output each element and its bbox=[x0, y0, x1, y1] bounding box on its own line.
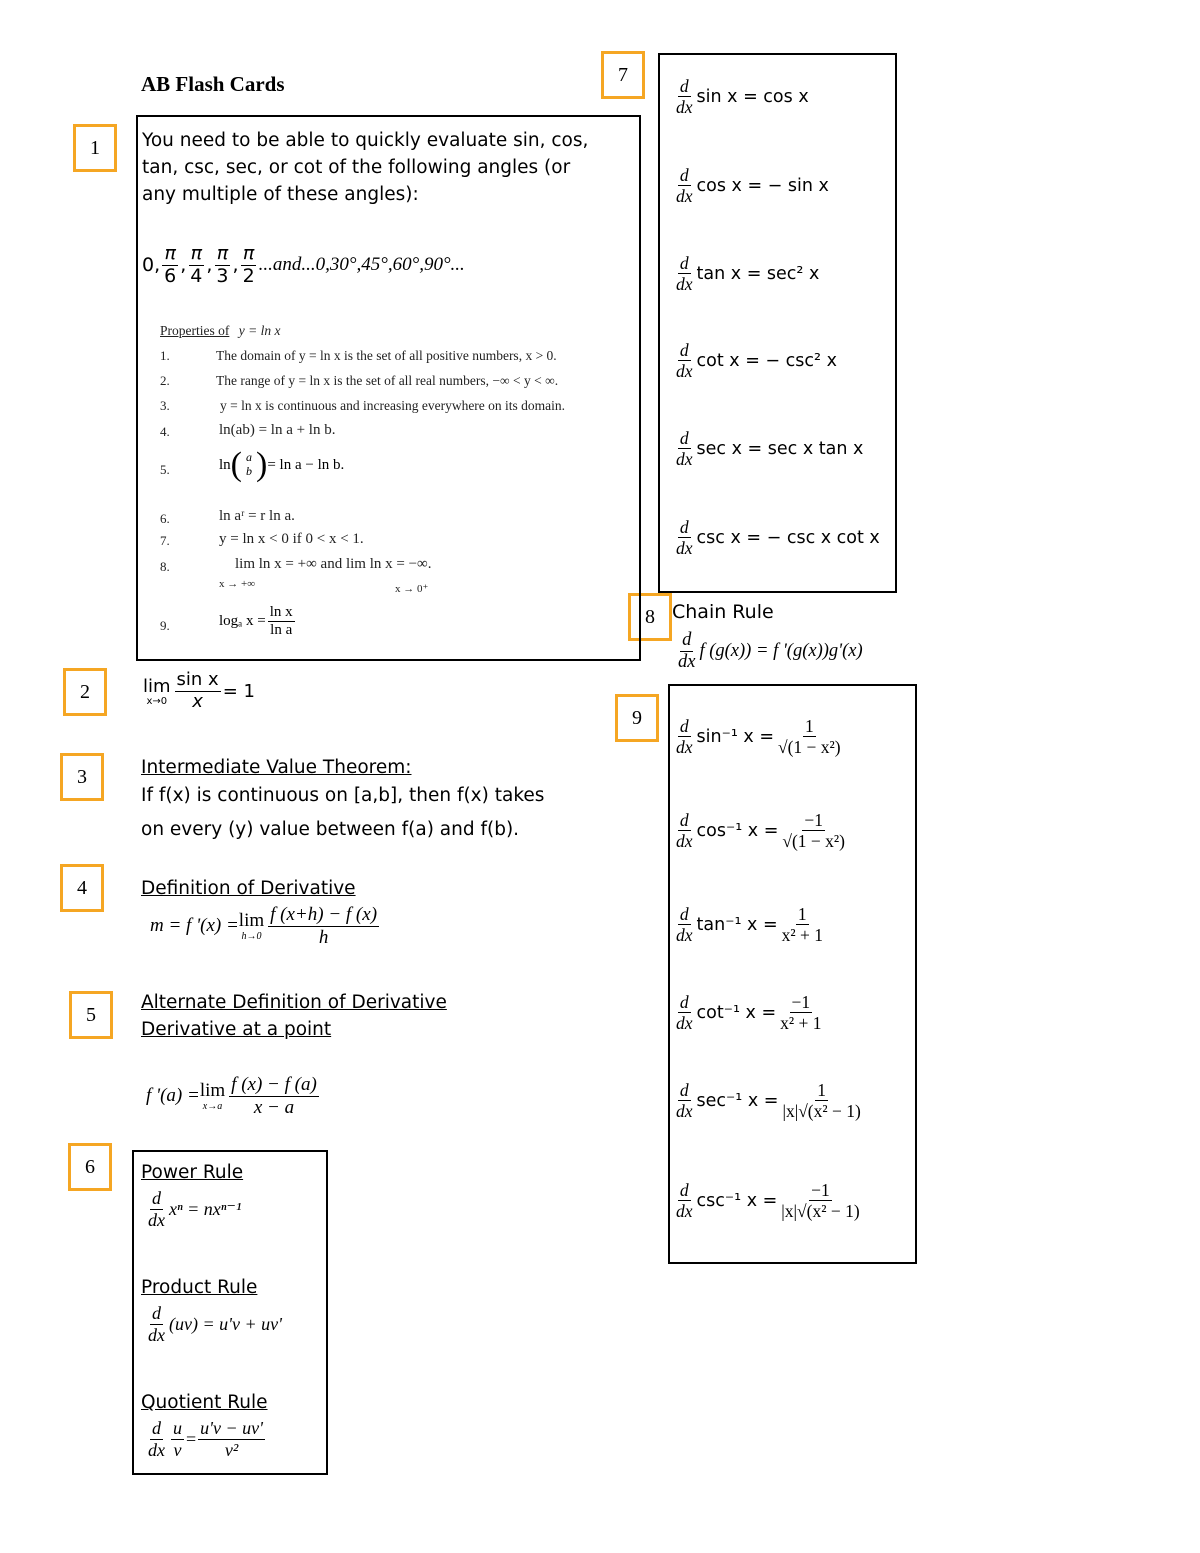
intro-line: You need to be able to quickly evaluate sin, cos, bbox=[142, 130, 589, 151]
ivt-title: Intermediate Value Theorem: bbox=[141, 757, 412, 778]
inverse-trig-function: tan⁻¹ x = bbox=[696, 914, 778, 935]
dx: dx bbox=[676, 1101, 693, 1122]
property-8: lim ln x = +∞ and lim ln x = −∞. bbox=[235, 556, 432, 572]
inverse-trig-derivative bbox=[672, 904, 827, 945]
card-number-tag: 2 bbox=[63, 668, 107, 716]
property-4: ln(ab) = ln a + ln b. bbox=[219, 422, 336, 438]
page-title: AB Flash Cards bbox=[141, 72, 285, 96]
property-6: ln aʳ = r ln a. bbox=[219, 508, 295, 524]
num: −1 bbox=[804, 810, 823, 830]
inverse-trig-derivative bbox=[672, 810, 849, 851]
card-number-tag: 7 bbox=[601, 51, 645, 99]
trig-derivative bbox=[672, 253, 819, 294]
alt-derivative-title: Alternate Definition of Derivative bbox=[141, 992, 447, 1013]
alt-derivative-subtitle: Derivative at a point bbox=[141, 1019, 332, 1040]
d: d bbox=[679, 165, 689, 185]
property-number: 9. bbox=[160, 618, 170, 633]
alt-derivative-formula bbox=[146, 1074, 321, 1119]
den: √(1 − x²) bbox=[778, 737, 841, 758]
trig-derivative-text: cot x = − csc² x bbox=[696, 350, 837, 371]
card-1-intro bbox=[142, 127, 588, 208]
d: d bbox=[679, 1180, 689, 1200]
card-number-tag: 4 bbox=[60, 864, 104, 912]
chain-rule-title: Chain Rule bbox=[672, 601, 774, 623]
property-number: 4. bbox=[160, 424, 170, 439]
d: d bbox=[679, 992, 689, 1012]
dx: dx bbox=[678, 652, 696, 673]
num: sin x bbox=[176, 669, 219, 690]
card-2-limit bbox=[143, 670, 255, 712]
d: d bbox=[679, 716, 689, 736]
lim: lim bbox=[143, 675, 171, 697]
equals: = bbox=[186, 1428, 197, 1449]
dx: dx bbox=[148, 1324, 165, 1345]
inverse-trig-function: sin⁻¹ x = bbox=[696, 726, 774, 747]
pi: π bbox=[190, 242, 203, 264]
lhs: f '(a) = bbox=[146, 1085, 200, 1107]
inverse-trig-function: csc⁻¹ x = bbox=[696, 1190, 778, 1211]
rhs: = 1 bbox=[222, 680, 255, 702]
num: u'v − uv' bbox=[200, 1418, 263, 1438]
denominator: 3 bbox=[216, 264, 229, 287]
power-rule-title: Power Rule bbox=[141, 1162, 244, 1183]
angle-zero: 0, bbox=[142, 254, 161, 277]
den: v² bbox=[224, 1439, 239, 1460]
den: |x|√(x² − 1) bbox=[782, 1101, 861, 1122]
card-number-tag: 6 bbox=[68, 1143, 112, 1191]
denominator: 4 bbox=[190, 264, 203, 287]
dx: dx bbox=[676, 361, 693, 382]
d: d bbox=[679, 340, 689, 360]
lim-sub: h→0 bbox=[241, 931, 262, 943]
trig-derivative-text: sec x = sec x tan x bbox=[696, 438, 864, 459]
d: d bbox=[679, 810, 689, 830]
trig-derivative bbox=[672, 76, 809, 117]
d: d bbox=[680, 630, 693, 652]
trig-derivative-text: sin x = cos x bbox=[696, 86, 809, 107]
card-9-box bbox=[668, 684, 917, 1264]
p9-den: ln a bbox=[270, 622, 293, 639]
inverse-trig-function: cos⁻¹ x = bbox=[696, 820, 779, 841]
property-number: 6. bbox=[160, 511, 170, 526]
d: d bbox=[679, 428, 689, 448]
den: |x|√(x² − 1) bbox=[781, 1201, 860, 1222]
inverse-trig-derivative bbox=[672, 1080, 865, 1121]
property-number: 5. bbox=[160, 462, 170, 477]
product-rule-formula bbox=[144, 1303, 282, 1345]
rhs: xⁿ = nxⁿ⁻¹ bbox=[169, 1198, 242, 1219]
d: d bbox=[679, 1080, 689, 1100]
p8-sub2: x → 0⁺ bbox=[395, 583, 429, 595]
property-number: 3. bbox=[160, 398, 170, 413]
den: x − a bbox=[253, 1096, 295, 1118]
trig-derivative-text: cos x = − sin x bbox=[696, 175, 829, 196]
d: d bbox=[679, 517, 689, 537]
dx: dx bbox=[676, 97, 693, 118]
card-number-tag: 9 bbox=[615, 694, 659, 742]
properties-title-expr: y = ln x bbox=[238, 323, 281, 338]
p9-num: ln x bbox=[268, 604, 295, 622]
inverse-trig-function: cot⁻¹ x = bbox=[696, 1002, 777, 1023]
inverse-trig-derivative bbox=[672, 992, 826, 1033]
pi: π bbox=[216, 242, 229, 264]
lim-sub: x→a bbox=[202, 1101, 223, 1113]
trig-derivative-text: tan x = sec² x bbox=[696, 263, 820, 284]
quotient-rule-title: Quotient Rule bbox=[141, 1392, 268, 1413]
inverse-trig-derivative bbox=[672, 1180, 864, 1221]
dx: dx bbox=[676, 1201, 693, 1222]
card-number-tag: 5 bbox=[69, 991, 113, 1039]
rhs: f (g(x)) = f '(g(x))g'(x) bbox=[699, 641, 863, 662]
angles-degrees: ...and...0,30°,45°,60°,90°... bbox=[258, 254, 465, 276]
dx: dx bbox=[676, 831, 693, 852]
v: v bbox=[173, 1439, 182, 1460]
num: 1 bbox=[817, 1080, 826, 1100]
p5-rest: = ln a − ln b. bbox=[267, 456, 345, 473]
property-number: 8. bbox=[160, 559, 170, 574]
inverse-trig-derivative bbox=[672, 716, 845, 757]
p5-num: a bbox=[246, 450, 252, 465]
den: x² + 1 bbox=[781, 925, 823, 946]
p9-lead: logₐ x = bbox=[219, 613, 266, 630]
num: 1 bbox=[797, 904, 807, 924]
trig-derivative bbox=[672, 517, 880, 558]
rhs: (uv) = u'v + uv' bbox=[169, 1313, 282, 1334]
property-5: ln ( a b ) = ln a − ln b. bbox=[219, 446, 345, 483]
properties-title-text: Properties of bbox=[160, 323, 230, 338]
card-number-tag: 3 bbox=[60, 753, 104, 801]
intro-line: tan, csc, sec, or cot of the following angles (or bbox=[142, 157, 571, 178]
card-number-tag: 1 bbox=[73, 124, 117, 172]
derivative-definition-title: Definition of Derivative bbox=[141, 878, 356, 899]
d: d bbox=[152, 1303, 161, 1323]
trig-derivative bbox=[672, 165, 829, 206]
property-9 bbox=[219, 604, 297, 640]
d: d bbox=[679, 904, 689, 924]
trig-derivative bbox=[672, 428, 863, 469]
den: h bbox=[318, 926, 329, 948]
lhs: m = f '(x) = bbox=[150, 915, 239, 937]
num: f (x) − f (a) bbox=[231, 1074, 317, 1095]
derivative-definition-formula bbox=[150, 904, 381, 949]
dx: dx bbox=[676, 737, 693, 758]
pi: π bbox=[242, 242, 255, 264]
d: d bbox=[679, 76, 689, 96]
u: u bbox=[173, 1418, 182, 1438]
trig-derivative bbox=[672, 340, 837, 381]
num: −1 bbox=[791, 992, 811, 1012]
dx: dx bbox=[676, 538, 693, 559]
card-7-box bbox=[658, 53, 897, 593]
num: f (x+h) − f (x) bbox=[270, 904, 378, 925]
properties-title bbox=[160, 323, 280, 339]
d: d bbox=[152, 1418, 161, 1438]
lim-sub: x→0 bbox=[146, 695, 168, 707]
d: d bbox=[152, 1188, 161, 1208]
den: √(1 − x²) bbox=[782, 831, 846, 852]
lim: lim bbox=[238, 910, 265, 932]
card-number-tag: 8 bbox=[628, 593, 672, 641]
dx: dx bbox=[676, 449, 693, 470]
dx: dx bbox=[676, 274, 693, 295]
angles-expression: 0, $\frac{\pi}{6}$ , $\frac{\pi}{4}$ , $\frac{\pi}{3}$ , $\frac{\pi}{2}$ ...and...0,30°,45°,60°,90°... bbox=[142, 242, 465, 287]
ivt-line: If f(x) is continuous on [a,b], then f(x) takes bbox=[141, 785, 545, 806]
dx: dx bbox=[148, 1209, 165, 1230]
dx: dx bbox=[676, 925, 693, 946]
property-number: 2. bbox=[160, 373, 170, 388]
denominator: 2 bbox=[242, 264, 255, 287]
quotient-rule-formula bbox=[144, 1418, 267, 1460]
property-number: 1. bbox=[160, 348, 170, 363]
property-3: y = ln x is continuous and increasing everywhere on its domain. bbox=[220, 398, 566, 413]
dx: dx bbox=[676, 1013, 693, 1034]
den: x² + 1 bbox=[780, 1013, 822, 1034]
property-2: The range of y = ln x is the set of all real numbers, −∞ < y < ∞. bbox=[216, 373, 559, 388]
property-1: The domain of y = ln x is the set of all positive numbers, x > 0. bbox=[216, 348, 557, 363]
dx: dx bbox=[148, 1439, 165, 1460]
lim: lim bbox=[199, 1080, 226, 1102]
product-rule-title: Product Rule bbox=[141, 1277, 258, 1298]
chain-rule-formula bbox=[674, 630, 863, 674]
property-number: 7. bbox=[160, 533, 170, 548]
d: d bbox=[679, 253, 689, 273]
power-rule-formula bbox=[144, 1188, 241, 1230]
num: −1 bbox=[811, 1180, 830, 1200]
property-7: y = ln x < 0 if 0 < x < 1. bbox=[219, 531, 364, 547]
trig-derivative-text: csc x = − csc x cot x bbox=[696, 527, 880, 548]
pi: π bbox=[164, 242, 176, 264]
den: x bbox=[192, 690, 203, 712]
inverse-trig-function: sec⁻¹ x = bbox=[696, 1090, 779, 1111]
p5-den: b bbox=[246, 464, 252, 478]
dx: dx bbox=[676, 186, 693, 207]
intro-line: any multiple of these angles): bbox=[142, 184, 419, 205]
p8-sub1: x → +∞ bbox=[219, 578, 256, 590]
num: 1 bbox=[804, 716, 814, 736]
ivt-line: on every (y) value between f(a) and f(b). bbox=[141, 819, 520, 840]
denominator: 6 bbox=[164, 264, 177, 287]
